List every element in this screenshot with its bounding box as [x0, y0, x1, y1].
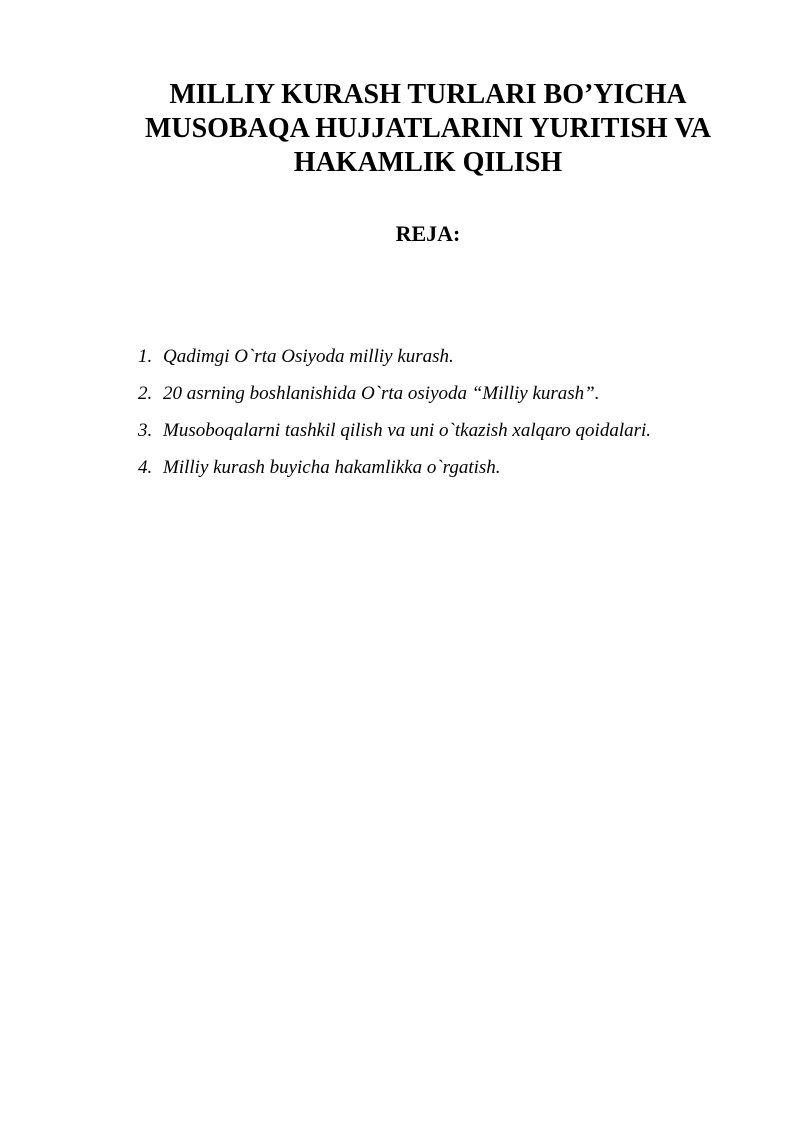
- document-title: [100, 78, 756, 180]
- plan-item-number: 4.: [138, 457, 153, 478]
- plan-item-number: 3.: [138, 420, 153, 441]
- plan-item-text: Milliy kurash buyicha hakamlikka o`rgatish.: [163, 457, 501, 478]
- plan-item-number: 1.: [138, 346, 153, 367]
- plan-item: [138, 381, 651, 406]
- title-line-3: HAKAMLIK QILISH: [293, 147, 563, 178]
- plan-list: [138, 344, 651, 492]
- plan-item: [138, 455, 651, 480]
- plan-item-text: 20 asrning boshlanishida O`rta osiyoda “Milliy kurash”.: [163, 383, 600, 404]
- plan-item-text: Musoboqalarni tashkil qilish va uni o`tkazish xalqaro qoidalari.: [163, 420, 652, 441]
- plan-heading: REJA:: [395, 221, 461, 246]
- title-line-1: MILLIY KURASH TURLARI BO’YICHA: [169, 79, 687, 110]
- plan-item-text: Qadimgi O`rta Osiyoda milliy kurash.: [163, 346, 454, 367]
- title-line-2: MUSOBAQA HUJJATLARINI YURITISH VA: [144, 113, 712, 144]
- plan-item-number: 2.: [138, 383, 153, 404]
- plan-item: [138, 344, 651, 369]
- plan-item: [138, 418, 651, 443]
